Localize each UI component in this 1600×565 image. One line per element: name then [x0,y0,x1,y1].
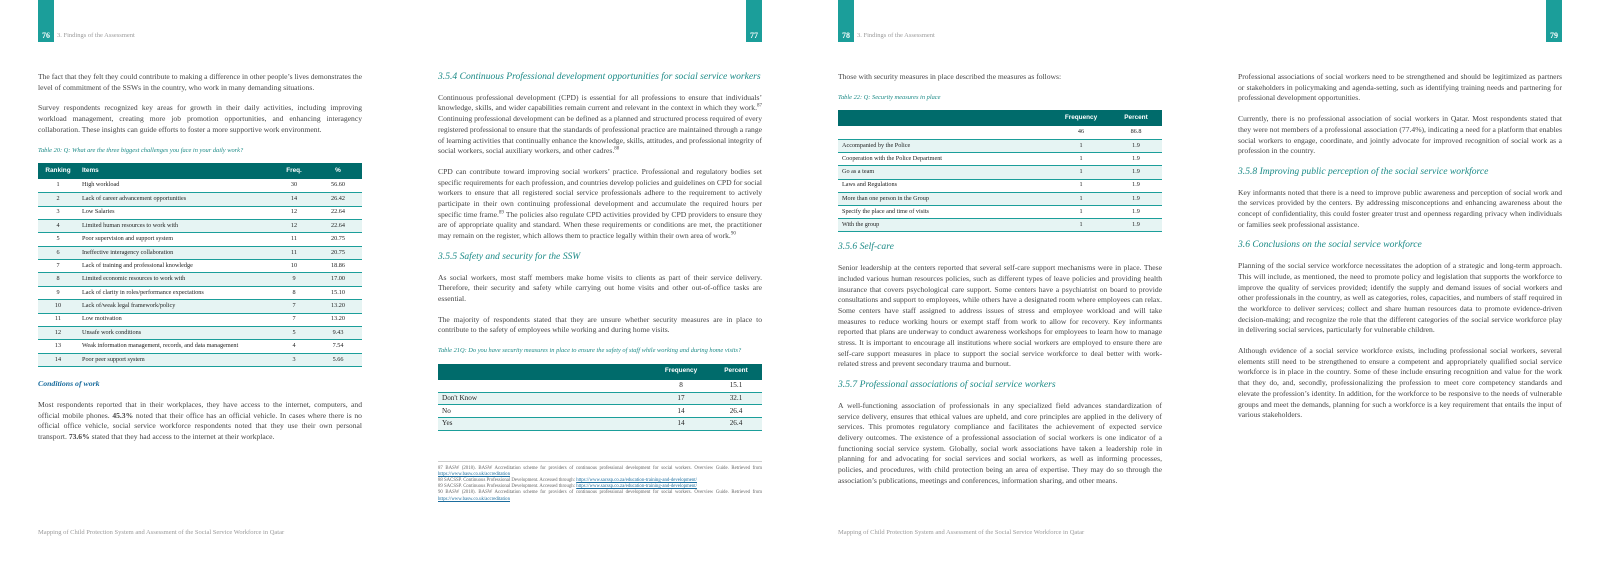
security-measures-table [438,364,762,431]
percentage: 45.3% [112,410,134,420]
table-cell: 7 [274,313,314,326]
table-cell: Weak information management, records, and data management [78,340,274,353]
footnote-link[interactable]: https://www.basw.co.uk/accreditation [438,471,510,477]
table-cell: 1 [1052,206,1110,219]
table-cell: 1.9 [1110,206,1162,219]
text-run: stated that they had access to the internet at their workplace. [91,432,275,441]
paragraph: The majority of respondents stated that they are unsure whether security measures are in place to contribute to the safety of employees while working and during home visits. [438,314,762,335]
table-cell: 8 [652,380,710,393]
table-cell: 26.4 [710,418,762,431]
text-run: CPD can contribute toward improving social workers’ practice. Professional and regulatory bodies set specific requirements for each profession, and countries develop policies and guidelines on CPD for social workers to ensure that all registered social service professionals adhere to the requirement to actively participate in their own continuing professional development and accumulate the required hours per specific time frame. [438,166,762,219]
footnote-ref[interactable]: 89 [498,210,504,216]
paragraph [438,167,762,242]
table-cell: 13.20 [314,300,362,313]
paragraph: Senior leadership at the centers reported that several self-care support mechanisms were in place. These included various human resources policies, such as different types of leave policies and providing health insurance that covers psychological care support. Some centers have a psychiatrist on board to provide consultations and support to employees, while others have a designated room where employees can relax. Some centers have staff assigned to address issues of stress and employee workload and will take measures to reduce working hours or exempt staff from work to allow for recovery. Key informants reported that plans are underway to conduct awareness workshops for employees to learn how to manage stress. It is important to encourage all institutions where social workers are employed to ensure there are self-care support measures in place to support the social service workforce to deal better with work-related stress and prevent secondary trauma and burnout. [838,263,1162,369]
table-cell: 15.10 [314,286,362,299]
table-cell: Laws and Regulations [838,179,1052,192]
paragraph: Key informants noted that there is a need to improve public awareness and perception of social work and the services provided by the centers. By addressing misconceptions and enhancing awareness about the concept of confidentiality, this could foster greater trust and openness regarding privacy when individuals or families seek professional assistance. [1238,187,1562,229]
footnote-text: 89 SACSSP. Continuous Professional Development. Accessed through: [438,484,577,490]
table-cell: 8 [274,286,314,299]
column-header: % [314,163,362,179]
table-cell: 1 [38,179,78,192]
table-row [38,246,362,259]
footnote-ref[interactable]: 90 [730,231,736,237]
table-cell: 18.86 [314,260,362,273]
table-cell: 1 [1052,153,1110,166]
table-cell: 26.42 [314,193,362,206]
footnote-link[interactable]: https://www.basw.co.uk/accreditation [438,496,510,502]
column-header [838,110,1052,126]
footnote-link[interactable]: https://www.sacssp.co.za/education-training-and-development/ [576,478,697,484]
table-cell: Unsafe work conditions [78,327,274,340]
challenges-table [38,163,362,367]
paragraph: Although evidence of a social service workforce exists, including professional social workers, several elements still need to be strengthened to ensure a competent and appropriately qualified social service workforce is in place in the country. Some of these include ensuring recognition and value for the work that they do, and, secondly, professionalizing the profession to meet core competency standards and elevate the profession’s identity. In addition, for the workforce to be responsive to the needs of vulnerable groups and meet the demands, planning for such a workforce is a key requirement that entails the input of various stakeholders. [1238,346,1562,420]
table-cell: 10 [38,300,78,313]
page-footer: Mapping of Child Protection System and Assessment of the Social Service Workforce in Qatar [38,529,285,536]
table-cell [438,380,652,393]
section-heading: 3.5.6 Self-care [838,241,894,253]
section-heading: 3.5.5 Safety and security for the SSW [438,250,581,262]
footnotes [438,461,762,503]
column-header: Frequency [1052,110,1110,126]
table-cell: 20.75 [314,246,362,259]
table-cell: 12 [38,327,78,340]
table-cell: 86.8 [1110,126,1162,139]
table-cell: 14 [38,353,78,366]
table-row [38,286,362,299]
footnote [438,490,762,502]
footnote-text: 90 BASW (2018). BASW Accreditation scheme for providers of continuous professional development for social workers. Overview Guide. Retrieved from [438,490,762,496]
paragraph: Those with security measures in place described the measures as follows: [838,72,1062,81]
table-cell: 5 [38,233,78,246]
table-row [38,353,362,366]
column-header: Ranking [38,163,78,179]
table-body [438,380,762,430]
column-header: Percent [710,364,762,380]
page-content [438,72,762,503]
paragraph [38,400,362,443]
table-cell: 1.9 [1110,153,1162,166]
table-cell: High workload [78,179,274,192]
footnote-ref[interactable]: 87 [757,103,762,109]
table-row [38,206,362,219]
table-cell: 22.64 [314,206,362,219]
text-run: noted that their office has an official vehicle. In cases where there is no official office vehicle, social service workforce respondents noted that they use their own personal transport. [38,410,362,441]
table-cell: 4 [274,340,314,353]
column-header: Items [78,163,274,179]
footnote [438,466,762,478]
table-cell: Accompanied by the Police [838,140,1052,153]
table-cell: 3 [274,353,314,366]
table-caption: Table 21Q: Do you have security measures in place to ensure the safety of staff while working and during home visits? [438,347,742,355]
table-cell: 5 [274,327,314,340]
table-row [838,166,1162,179]
table-row [438,380,762,393]
table-cell: 1.9 [1110,179,1162,192]
section-heading: 3.5.4 Continuous Professional development opportunities for social service workers [438,71,761,82]
paragraph: Planning of the social service workforce necessitates the adoption of a strategic and long-term approach. This will include, as mentioned, the need to promote policy and legislation that supports the workforce to improve the quality of services provided; identify the supply and demand issues of social workers and other professionals in the country, as well as categories, roles, capacities, and numbers of staff required in the workforce to deliver services; collect and share human resources data to promote evidence-driven decision-making; and recognize the role that the different categories of the social service workforce play in delivering social services, particularly for vulnerable children. [1238,261,1562,335]
footnote-text: 88 SACSSP. Continuous Professional Development. Accessed through: [438,478,577,484]
page-77 [400,0,800,565]
percentage: 73.6% [68,432,90,441]
chapter-header: 3. Findings of the Assessment [57,32,135,39]
section-heading: 3.5.8 Improving public perception of the social service workforce [1238,165,1489,177]
table-cell: 5.66 [314,353,362,366]
table-cell: 17 [652,392,710,405]
table-cell: 1 [1052,140,1110,153]
table-row [838,153,1162,166]
table-cell: Don't Know [438,392,652,405]
table-cell: 7 [38,260,78,273]
footnote-ref[interactable]: 88 [614,146,620,152]
table-cell: More than one person in the Group [838,192,1052,205]
table-body [38,179,362,366]
text-run: Continuous professional development (CPD) is essential for all professions to ensure that individuals’ knowledge, skills, and wider capabilities remain current and relevant in the context in which they work. [438,92,762,113]
table-cell: 1 [1052,219,1110,232]
table-row [38,219,362,232]
page-number-tab: 78 [838,0,854,42]
table-cell: Lack of/weak legal framework/policy [78,300,274,313]
table-cell: Limited economic resources to work with [78,273,274,286]
table-header-row [438,364,762,380]
paragraph: Survey respondents recognized key areas for growth in their daily activities, including improving workload management, creating more job promotion opportunities, and enhancing interagency collaboration. These insights can guide efforts to foster a more supportive work environment. [38,103,362,134]
table-cell: 1.9 [1110,166,1162,179]
table-cell: 1 [1052,179,1110,192]
table-row [38,300,362,313]
chapter-header: 3. Findings of the Assessment [857,32,935,39]
table-cell: Specify the place and time of visits [838,206,1052,219]
table-row [38,313,362,326]
table-cell: 9.43 [314,327,362,340]
table-row [438,405,762,418]
table-cell: Lack of training and professional knowledge [78,260,274,273]
table-cell: With the group [838,219,1052,232]
page-content [38,72,362,453]
table-row [438,392,762,405]
table-row [838,140,1162,153]
paragraph: Currently, there is no professional association of social workers in Qatar. Most respondents stated that they were not members of a professional association (77.4%), indicating a need for a platform that enables social workers to engage, coordinate, and jointly advocate for improved recognition of social work as a profession in the country. [1238,114,1562,156]
table-cell: 12 [274,206,314,219]
table-cell: 56.60 [314,179,362,192]
table-header-row [838,110,1162,126]
paragraph: A well-functioning association of professionals in any specialized field advances standardization of service delivery, ensures that ethical values are upheld, and core principles are applied in the delivery of services. This promotes regulatory compliance and facilitates the achievement of expected service delivery outcomes. The existence of a professional association of social workers is one indicator of a functioning social service system. Globally, social work associations have taken a leadership role in planning for and advocating for social services and social workers, as well as informing processes, policies, and procedures, with child protection being an area of expertise. They may do so through the association’s publications, meetings and conferences, information sharing, and other means. [838,400,1162,485]
page-number-tab: 76 [38,0,54,42]
text-run: Continuing professional development can be defined as a planned and structured process required of every registered professional to ensure that the standards of professional practice are maintained through a range of learning activities that continually enhance the knowledge, skills, attitudes, and professional integrity of social workers, social auxiliary workers, and other cadres. [438,114,762,156]
table-cell: 14 [652,418,710,431]
table-cell: Lack of clarity in roles/performance expectations [78,286,274,299]
table-cell: 7.54 [314,340,362,353]
text-run: The policies also regulate CPD activities provided by CPD providers to ensure they are of appropriate quality and standard. When these requirements or conditions are met, the practitioner may remain on the register, which allows them to practice legally within their own area of work. [438,209,762,241]
table-cell: 13 [38,340,78,353]
paragraph [438,93,762,157]
table-cell: 7 [274,300,314,313]
footnote-link[interactable]: https://www.sacssp.co.za/education-training-and-development/ [576,484,697,490]
table-cell: Go as a team [838,166,1052,179]
table-cell: 30 [274,179,314,192]
section-heading: Conditions of work [38,379,100,389]
column-header: Percent [1110,110,1162,126]
page-number-tab: 79 [1546,0,1562,42]
page-79 [1200,0,1600,565]
table-row [38,260,362,273]
page-footer: Mapping of Child Protection System and Assessment of the Social Service Workforce in Qatar [838,529,1085,536]
table-header-row [38,163,362,179]
table-row [38,327,362,340]
table-cell: 1 [1052,166,1110,179]
table-cell: Cooperation with the Police Department [838,153,1052,166]
table-cell: 20.75 [314,233,362,246]
paragraph: The fact that they felt they could contribute to making a difference in other people’s lives demonstrates the level of commitment of the SSWs in the country, who work in many demanding situations. [38,72,362,92]
table-cell: 2 [38,193,78,206]
text-run: Most respondents reported that in their workplaces, they have access to the internet, computers, and official mobile phones. [38,399,362,420]
column-header: Freq. [274,163,314,179]
table-cell: 1 [1052,192,1110,205]
table-cell: 11 [38,313,78,326]
table-cell: Poor supervision and support system [78,233,274,246]
table-cell: Ineffective interagency collaboration [78,246,274,259]
footnote-text: 87 BASW (2018). BASW Accreditation scheme for providers of continuous professional development for social workers. Overview Guide. Retrieved from [438,465,762,471]
table-cell: 9 [38,286,78,299]
table-cell: 1.9 [1110,140,1162,153]
table-cell: 46 [1052,126,1110,139]
table-row [38,179,362,192]
table-cell: Poor peer support system [78,353,274,366]
table-row [38,340,362,353]
column-header: Frequency [652,364,710,380]
table-row [38,193,362,206]
paragraph: Professional associations of social workers need to be strengthened and should be legitimized as partners or stakeholders in policymaking and agenda-setting, such as identifying training needs and partnering for professional development opportunities. [1238,72,1562,103]
table-cell: 14 [652,405,710,418]
page-content [838,72,1162,496]
table-row [838,219,1162,232]
column-header [438,364,652,380]
table-cell [838,126,1052,139]
table-cell: Low Salaries [78,206,274,219]
measures-table [838,110,1162,232]
table-cell: 15.1 [710,380,762,393]
table-cell: 8 [38,273,78,286]
page-76 [0,0,400,565]
table-cell: 10 [274,260,314,273]
table-cell: 3 [38,206,78,219]
paragraph: As social workers, most staff members make home visits to clients as part of their service delivery. Therefore, their security and safety while carrying out home visits and other out-of-office tasks are essential. [438,272,762,303]
table-cell: 26.4 [710,405,762,418]
section-heading: 3.5.7 Professional associations of social service workers [838,379,1056,391]
table-body [838,126,1162,232]
page-78 [800,0,1200,565]
table-cell: 14 [274,193,314,206]
table-caption: Table 22: Q: Security measures in place [838,93,941,101]
table-cell: Yes [438,418,652,431]
table-cell: No [438,405,652,418]
table-cell: 9 [274,273,314,286]
table-caption: Table 20: Q: What are the three biggest challenges you face in your daily work? [38,146,244,154]
table-row [838,179,1162,192]
section-heading: 3.6 Conclusions on the social service workforce [1238,239,1422,251]
page-content [1238,72,1562,431]
table-cell: 6 [38,246,78,259]
table-row [838,206,1162,219]
table-cell: Low motivation [78,313,274,326]
table-cell: 22.64 [314,219,362,232]
table-cell: 12 [274,219,314,232]
table-row [838,192,1162,205]
table-row [838,126,1162,139]
table-cell: 13.20 [314,313,362,326]
table-cell: Limited human resources to work with [78,219,274,232]
table-row [438,418,762,431]
table-row [38,273,362,286]
table-row [38,233,362,246]
table-cell: 11 [274,233,314,246]
table-cell: 17.00 [314,273,362,286]
page-number-tab: 77 [746,0,762,42]
table-cell: 4 [38,219,78,232]
table-cell: 1.9 [1110,219,1162,232]
table-cell: 11 [274,246,314,259]
table-cell: 32.1 [710,392,762,405]
table-cell: Lack of career advancement opportunities [78,193,274,206]
table-cell: 1.9 [1110,192,1162,205]
